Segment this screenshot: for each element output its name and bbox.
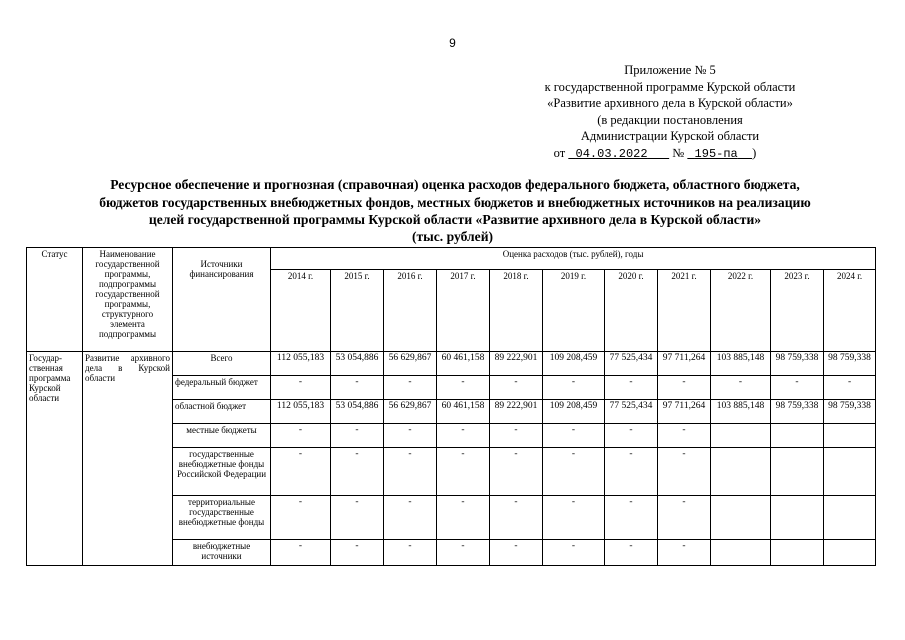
header-sources: Источники финансирования — [173, 248, 271, 352]
value-cell — [824, 496, 876, 540]
source-cell: Всего — [173, 352, 271, 376]
value-cell: - — [490, 448, 543, 496]
value-cell: 97 711,264 — [658, 352, 711, 376]
header-year: 2018 г. — [490, 270, 543, 352]
value-cell: 103 885,148 — [711, 352, 771, 376]
value-cell: - — [543, 448, 605, 496]
value-cell: - — [384, 424, 437, 448]
source-cell: государственные внебюджетные фонды Российской Федерации — [173, 448, 271, 496]
header-year: 2020 г. — [605, 270, 658, 352]
value-cell: - — [490, 496, 543, 540]
value-cell: 60 461,158 — [437, 352, 490, 376]
header-year: 2023 г. — [771, 270, 824, 352]
value-cell: - — [437, 496, 490, 540]
value-cell: - — [271, 496, 331, 540]
value-cell: 112 055,183 — [271, 400, 331, 424]
value-cell: - — [771, 376, 824, 400]
value-cell: - — [271, 448, 331, 496]
header-year: 2015 г. — [331, 270, 384, 352]
value-cell: - — [605, 448, 658, 496]
value-cell: - — [605, 424, 658, 448]
value-cell: 56 629,867 — [384, 352, 437, 376]
value-cell: - — [605, 496, 658, 540]
header-status: Статус — [27, 248, 83, 352]
number-label: № — [672, 145, 685, 160]
value-cell: - — [605, 376, 658, 400]
header-estimate: Оценка расходов (тыс. рублей), годы — [271, 248, 876, 270]
header-year: 2022 г. — [711, 270, 771, 352]
value-cell: - — [384, 376, 437, 400]
value-cell: - — [384, 448, 437, 496]
value-cell: 53 054,886 — [331, 400, 384, 424]
title-line3: целей государственной программы Курской области «Развитие архивного дела в Курской области» — [148, 212, 762, 227]
value-cell: 98 759,338 — [824, 400, 876, 424]
decree-date-line — [554, 145, 757, 163]
header-year: 2014 г. — [271, 270, 331, 352]
value-cell: - — [490, 424, 543, 448]
value-cell: - — [331, 540, 384, 566]
value-cell: - — [490, 540, 543, 566]
value-cell: - — [437, 448, 490, 496]
value-cell — [711, 448, 771, 496]
value-cell: 98 759,338 — [824, 352, 876, 376]
program-name-cell: Развитие архивного дела в Курской области — [83, 352, 173, 566]
value-cell: 109 208,459 — [543, 400, 605, 424]
appendix-line4: (в редакции постановления — [597, 112, 743, 127]
value-cell: - — [543, 376, 605, 400]
appendix-line5: Администрации Курской области — [580, 129, 760, 143]
value-cell: 109 208,459 — [543, 352, 605, 376]
value-cell: 89 222,901 — [490, 400, 543, 424]
appendix-line2: к государственной программе Курской области — [544, 79, 796, 94]
title-line2: бюджетов государственных внебюджетных фондов, местных бюджетов и внебюджетных источников на реализацию — [99, 194, 811, 210]
value-cell: 97 711,264 — [658, 400, 711, 424]
value-cell: - — [543, 496, 605, 540]
value-cell: - — [658, 540, 711, 566]
value-cell: - — [271, 376, 331, 400]
value-cell — [771, 540, 824, 566]
value-cell: - — [543, 424, 605, 448]
value-cell: - — [437, 376, 490, 400]
value-cell: - — [331, 496, 384, 540]
value-cell: - — [437, 540, 490, 566]
value-cell: - — [331, 424, 384, 448]
value-cell — [824, 540, 876, 566]
value-cell: - — [658, 448, 711, 496]
appendix-line3: «Развитие архивного дела в Курской области» — [547, 96, 793, 110]
closing-paren: ) — [752, 145, 757, 160]
value-cell: 98 759,338 — [771, 400, 824, 424]
source-cell: внебюджетные источники — [173, 540, 271, 566]
header-year: 2019 г. — [543, 270, 605, 352]
value-cell: - — [331, 376, 384, 400]
value-cell — [771, 448, 824, 496]
value-cell: - — [605, 540, 658, 566]
value-cell — [824, 448, 876, 496]
header-year: 2021 г. — [658, 270, 711, 352]
status-cell: Государ-ственная программа Курской области — [27, 352, 83, 566]
title-line1: Ресурсное обеспечение и прогнозная (справочная) оценка расходов федерального бюджета, областного бюджета, — [110, 177, 800, 192]
appendix-line1: Приложение № 5 — [624, 63, 716, 77]
decree-number: 195-па — [694, 146, 738, 161]
header-year: 2016 г. — [384, 270, 437, 352]
value-cell: 77 525,434 — [605, 400, 658, 424]
value-cell: 103 885,148 — [711, 400, 771, 424]
table-row — [27, 352, 876, 376]
value-cell: - — [437, 424, 490, 448]
value-cell: - — [271, 540, 331, 566]
value-cell: - — [384, 496, 437, 540]
value-cell: - — [824, 376, 876, 400]
page-number: 9 — [449, 36, 456, 50]
source-cell: местные бюджеты — [173, 424, 271, 448]
value-cell: 56 629,867 — [384, 400, 437, 424]
value-cell: 112 055,183 — [271, 352, 331, 376]
header-name: Наименование государственной программы, подпрограммы государственной программы, структурного элемента подпрограммы — [83, 248, 173, 352]
value-cell: - — [543, 540, 605, 566]
source-cell: федеральный бюджет — [173, 376, 271, 400]
date-prefix: от — [553, 145, 566, 160]
value-cell: 53 054,886 — [331, 352, 384, 376]
value-cell — [711, 424, 771, 448]
value-cell: - — [271, 424, 331, 448]
value-cell: - — [711, 376, 771, 400]
value-cell: - — [658, 424, 711, 448]
decree-date: 04.03.2022 — [575, 146, 648, 161]
source-cell: областной бюджет — [173, 400, 271, 424]
value-cell: - — [658, 376, 711, 400]
document-title — [50, 176, 860, 229]
units-label: (тыс. рублей) — [411, 229, 494, 244]
value-cell — [711, 540, 771, 566]
value-cell: 89 222,901 — [490, 352, 543, 376]
value-cell: 98 759,338 — [771, 352, 824, 376]
header-year: 2017 г. — [437, 270, 490, 352]
value-cell: - — [331, 448, 384, 496]
value-cell: 77 525,434 — [605, 352, 658, 376]
value-cell — [771, 424, 824, 448]
value-cell: - — [384, 540, 437, 566]
value-cell: - — [658, 496, 711, 540]
value-cell: 60 461,158 — [437, 400, 490, 424]
budget-table — [26, 247, 876, 566]
appendix-block — [500, 62, 840, 162]
value-cell: - — [490, 376, 543, 400]
header-year: 2024 г. — [824, 270, 876, 352]
value-cell — [771, 496, 824, 540]
source-cell: территориальные государственные внебюджетные фонды — [173, 496, 271, 540]
value-cell — [824, 424, 876, 448]
value-cell — [711, 496, 771, 540]
